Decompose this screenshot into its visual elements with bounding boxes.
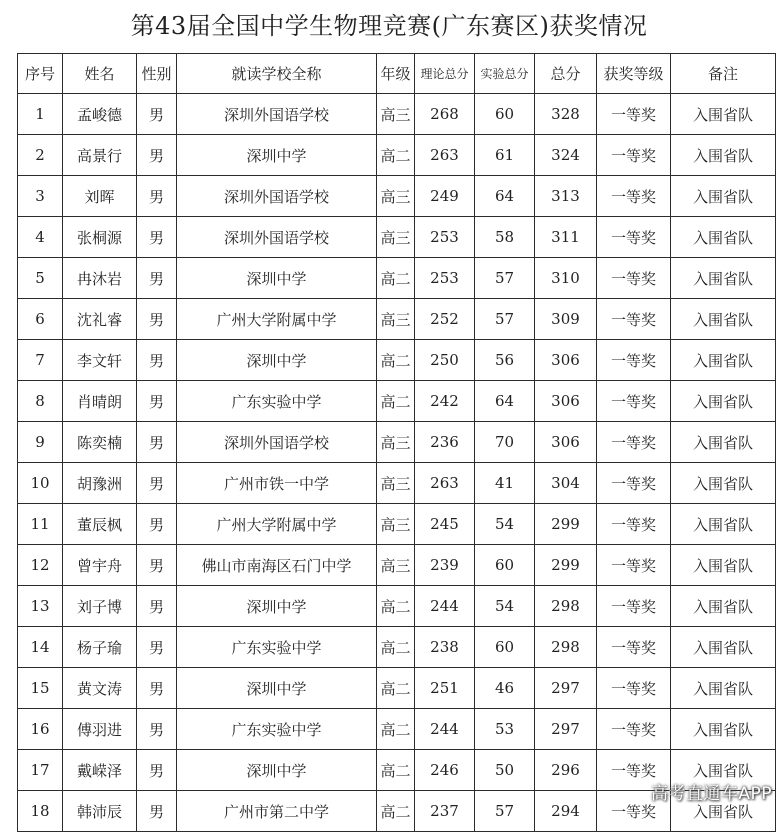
table-row — [18, 422, 776, 463]
cell-grade: 高二 — [377, 791, 415, 832]
table-row — [18, 545, 776, 586]
cell-gender: 男 — [137, 176, 177, 217]
cell-grade: 高三 — [377, 299, 415, 340]
cell-index: 3 — [18, 176, 63, 217]
cell-school: 佛山市南海区石门中学 — [177, 545, 377, 586]
cell-total-score: 306 — [535, 340, 597, 381]
cell-index: 4 — [18, 217, 63, 258]
cell-gender: 男 — [137, 586, 177, 627]
cell-school: 广州市第二中学 — [177, 791, 377, 832]
cell-school: 深圳中学 — [177, 750, 377, 791]
cell-school: 广州大学附属中学 — [177, 299, 377, 340]
cell-lab-score: 53 — [475, 709, 535, 750]
document-title: 第43届全国中学生物理竞赛(广东赛区)获奖情况 — [130, 12, 648, 40]
header-award-level: 获奖等级 — [597, 54, 671, 94]
cell-lab-score: 58 — [475, 217, 535, 258]
cell-lab-score: 57 — [475, 299, 535, 340]
cell-lab-score: 60 — [475, 545, 535, 586]
cell-index: 12 — [18, 545, 63, 586]
cell-total-score: 324 — [535, 135, 597, 176]
cell-grade: 高二 — [377, 340, 415, 381]
cell-grade: 高三 — [377, 176, 415, 217]
cell-name: 肖晴朗 — [63, 381, 137, 422]
cell-name: 张桐源 — [63, 217, 137, 258]
cell-lab-score: 50 — [475, 750, 535, 791]
cell-name: 杨子瑜 — [63, 627, 137, 668]
cell-total-score: 313 — [535, 176, 597, 217]
cell-school: 深圳中学 — [177, 340, 377, 381]
cell-theory-score: 239 — [415, 545, 475, 586]
header-name: 姓名 — [63, 54, 137, 94]
cell-grade: 高二 — [377, 135, 415, 176]
cell-award-level: 一等奖 — [597, 504, 671, 545]
cell-total-score: 311 — [535, 217, 597, 258]
cell-school: 广东实验中学 — [177, 709, 377, 750]
header-index: 序号 — [18, 54, 63, 94]
cell-lab-score: 64 — [475, 176, 535, 217]
cell-remarks: 入围省队 — [671, 791, 776, 832]
cell-award-level: 一等奖 — [597, 258, 671, 299]
cell-theory-score: 268 — [415, 94, 475, 135]
cell-remarks: 入围省队 — [671, 668, 776, 709]
watermark: 高考直通车APP — [650, 784, 772, 804]
cell-theory-score: 244 — [415, 709, 475, 750]
cell-gender: 男 — [137, 340, 177, 381]
cell-lab-score: 64 — [475, 381, 535, 422]
cell-total-score: 298 — [535, 627, 597, 668]
cell-index: 5 — [18, 258, 63, 299]
cell-name: 韩沛辰 — [63, 791, 137, 832]
cell-school: 深圳中学 — [177, 135, 377, 176]
cell-name: 董辰枫 — [63, 504, 137, 545]
cell-award-level: 一等奖 — [597, 340, 671, 381]
cell-total-score: 297 — [535, 668, 597, 709]
table-body — [18, 94, 776, 832]
cell-remarks: 入围省队 — [671, 340, 776, 381]
cell-index: 15 — [18, 668, 63, 709]
cell-remarks: 入围省队 — [671, 135, 776, 176]
cell-award-level: 一等奖 — [597, 463, 671, 504]
cell-school: 深圳中学 — [177, 586, 377, 627]
cell-remarks: 入围省队 — [671, 422, 776, 463]
cell-total-score: 298 — [535, 586, 597, 627]
cell-remarks: 入围省队 — [671, 627, 776, 668]
cell-name: 孟峻德 — [63, 94, 137, 135]
cell-name: 冉沐岩 — [63, 258, 137, 299]
cell-index: 14 — [18, 627, 63, 668]
cell-gender: 男 — [137, 299, 177, 340]
cell-index: 16 — [18, 709, 63, 750]
cell-index: 9 — [18, 422, 63, 463]
table-header-row — [18, 54, 776, 94]
cell-total-score: 299 — [535, 504, 597, 545]
cell-total-score: 296 — [535, 750, 597, 791]
cell-grade: 高三 — [377, 545, 415, 586]
cell-theory-score: 253 — [415, 217, 475, 258]
cell-index: 1 — [18, 94, 63, 135]
cell-remarks: 入围省队 — [671, 217, 776, 258]
cell-lab-score: 57 — [475, 791, 535, 832]
cell-gender: 男 — [137, 627, 177, 668]
cell-school: 广州大学附属中学 — [177, 504, 377, 545]
cell-gender: 男 — [137, 94, 177, 135]
cell-grade: 高二 — [377, 258, 415, 299]
cell-gender: 男 — [137, 463, 177, 504]
cell-index: 8 — [18, 381, 63, 422]
cell-name: 曾宇舟 — [63, 545, 137, 586]
header-total-score: 总分 — [535, 54, 597, 94]
cell-gender: 男 — [137, 135, 177, 176]
cell-theory-score: 242 — [415, 381, 475, 422]
cell-grade: 高三 — [377, 94, 415, 135]
cell-index: 2 — [18, 135, 63, 176]
cell-award-level: 一等奖 — [597, 176, 671, 217]
cell-remarks: 入围省队 — [671, 299, 776, 340]
cell-name: 李文轩 — [63, 340, 137, 381]
header-theory-score: 理论总分 — [415, 54, 475, 94]
table-row — [18, 340, 776, 381]
cell-grade: 高三 — [377, 217, 415, 258]
cell-theory-score: 244 — [415, 586, 475, 627]
table-row — [18, 176, 776, 217]
table-row — [18, 668, 776, 709]
table-row — [18, 135, 776, 176]
cell-remarks: 入围省队 — [671, 586, 776, 627]
table-row — [18, 586, 776, 627]
cell-lab-score: 54 — [475, 504, 535, 545]
cell-theory-score: 237 — [415, 791, 475, 832]
cell-award-level: 一等奖 — [597, 135, 671, 176]
cell-grade: 高三 — [377, 504, 415, 545]
cell-gender: 男 — [137, 791, 177, 832]
cell-index: 7 — [18, 340, 63, 381]
cell-name: 傅羽进 — [63, 709, 137, 750]
cell-school: 深圳外国语学校 — [177, 94, 377, 135]
cell-name: 刘晖 — [63, 176, 137, 217]
cell-lab-score: 60 — [475, 94, 535, 135]
cell-total-score: 309 — [535, 299, 597, 340]
cell-remarks: 入围省队 — [671, 176, 776, 217]
cell-name: 戴嵘泽 — [63, 750, 137, 791]
cell-award-level: 一等奖 — [597, 791, 671, 832]
cell-lab-score: 61 — [475, 135, 535, 176]
cell-gender: 男 — [137, 504, 177, 545]
cell-school: 广东实验中学 — [177, 381, 377, 422]
cell-name: 沈礼睿 — [63, 299, 137, 340]
header-lab-score: 实验总分 — [475, 54, 535, 94]
table-row — [18, 299, 776, 340]
cell-name: 高景行 — [63, 135, 137, 176]
cell-grade: 高二 — [377, 586, 415, 627]
cell-remarks: 入围省队 — [671, 463, 776, 504]
cell-index: 13 — [18, 586, 63, 627]
cell-theory-score: 236 — [415, 422, 475, 463]
cell-theory-score: 245 — [415, 504, 475, 545]
header-grade: 年级 — [377, 54, 415, 94]
cell-award-level: 一等奖 — [597, 627, 671, 668]
cell-remarks: 入围省队 — [671, 709, 776, 750]
cell-school: 深圳外国语学校 — [177, 217, 377, 258]
cell-remarks: 入围省队 — [671, 94, 776, 135]
cell-total-score: 294 — [535, 791, 597, 832]
cell-total-score: 306 — [535, 422, 597, 463]
cell-grade: 高二 — [377, 627, 415, 668]
cell-theory-score: 252 — [415, 299, 475, 340]
cell-total-score: 328 — [535, 94, 597, 135]
awards-table — [17, 53, 776, 832]
cell-award-level: 一等奖 — [597, 750, 671, 791]
cell-total-score: 306 — [535, 381, 597, 422]
cell-remarks: 入围省队 — [671, 750, 776, 791]
cell-award-level: 一等奖 — [597, 94, 671, 135]
cell-gender: 男 — [137, 258, 177, 299]
cell-lab-score: 46 — [475, 668, 535, 709]
cell-grade: 高二 — [377, 381, 415, 422]
cell-award-level: 一等奖 — [597, 217, 671, 258]
cell-lab-score: 56 — [475, 340, 535, 381]
cell-total-score: 299 — [535, 545, 597, 586]
cell-name: 胡豫洲 — [63, 463, 137, 504]
table-row — [18, 381, 776, 422]
table-row — [18, 217, 776, 258]
cell-remarks: 入围省队 — [671, 545, 776, 586]
cell-theory-score: 263 — [415, 135, 475, 176]
cell-index: 10 — [18, 463, 63, 504]
cell-lab-score: 41 — [475, 463, 535, 504]
cell-grade: 高三 — [377, 422, 415, 463]
cell-remarks: 入围省队 — [671, 258, 776, 299]
cell-index: 11 — [18, 504, 63, 545]
cell-grade: 高二 — [377, 750, 415, 791]
cell-theory-score: 253 — [415, 258, 475, 299]
cell-lab-score: 70 — [475, 422, 535, 463]
table-row — [18, 504, 776, 545]
cell-total-score: 297 — [535, 709, 597, 750]
cell-gender: 男 — [137, 545, 177, 586]
cell-award-level: 一等奖 — [597, 586, 671, 627]
cell-award-level: 一等奖 — [597, 422, 671, 463]
cell-remarks: 入围省队 — [671, 504, 776, 545]
cell-name: 黄文涛 — [63, 668, 137, 709]
table-row — [18, 258, 776, 299]
cell-total-score: 304 — [535, 463, 597, 504]
cell-gender: 男 — [137, 422, 177, 463]
cell-theory-score: 251 — [415, 668, 475, 709]
cell-gender: 男 — [137, 217, 177, 258]
cell-theory-score: 238 — [415, 627, 475, 668]
cell-gender: 男 — [137, 668, 177, 709]
cell-lab-score: 57 — [475, 258, 535, 299]
cell-award-level: 一等奖 — [597, 381, 671, 422]
cell-school: 深圳中学 — [177, 668, 377, 709]
cell-grade: 高二 — [377, 709, 415, 750]
cell-school: 深圳中学 — [177, 258, 377, 299]
header-school: 就读学校全称 — [177, 54, 377, 94]
cell-name: 刘子博 — [63, 586, 137, 627]
table-row — [18, 709, 776, 750]
cell-index: 17 — [18, 750, 63, 791]
cell-grade: 高二 — [377, 668, 415, 709]
cell-school: 广州市铁一中学 — [177, 463, 377, 504]
cell-theory-score: 250 — [415, 340, 475, 381]
cell-gender: 男 — [137, 381, 177, 422]
cell-theory-score: 246 — [415, 750, 475, 791]
cell-lab-score: 54 — [475, 586, 535, 627]
table-row — [18, 463, 776, 504]
cell-total-score: 310 — [535, 258, 597, 299]
cell-index: 6 — [18, 299, 63, 340]
header-remarks: 备注 — [671, 54, 776, 94]
header-gender: 性别 — [137, 54, 177, 94]
cell-grade: 高三 — [377, 463, 415, 504]
cell-remarks: 入围省队 — [671, 381, 776, 422]
cell-school: 深圳外国语学校 — [177, 176, 377, 217]
cell-school: 广东实验中学 — [177, 627, 377, 668]
cell-school: 深圳外国语学校 — [177, 422, 377, 463]
table-row — [18, 627, 776, 668]
cell-gender: 男 — [137, 709, 177, 750]
cell-lab-score: 60 — [475, 627, 535, 668]
cell-award-level: 一等奖 — [597, 299, 671, 340]
cell-theory-score: 263 — [415, 463, 475, 504]
cell-gender: 男 — [137, 750, 177, 791]
cell-award-level: 一等奖 — [597, 668, 671, 709]
cell-name: 陈奕楠 — [63, 422, 137, 463]
cell-index: 18 — [18, 791, 63, 832]
cell-award-level: 一等奖 — [597, 545, 671, 586]
cell-award-level: 一等奖 — [597, 709, 671, 750]
table-row — [18, 94, 776, 135]
cell-theory-score: 249 — [415, 176, 475, 217]
